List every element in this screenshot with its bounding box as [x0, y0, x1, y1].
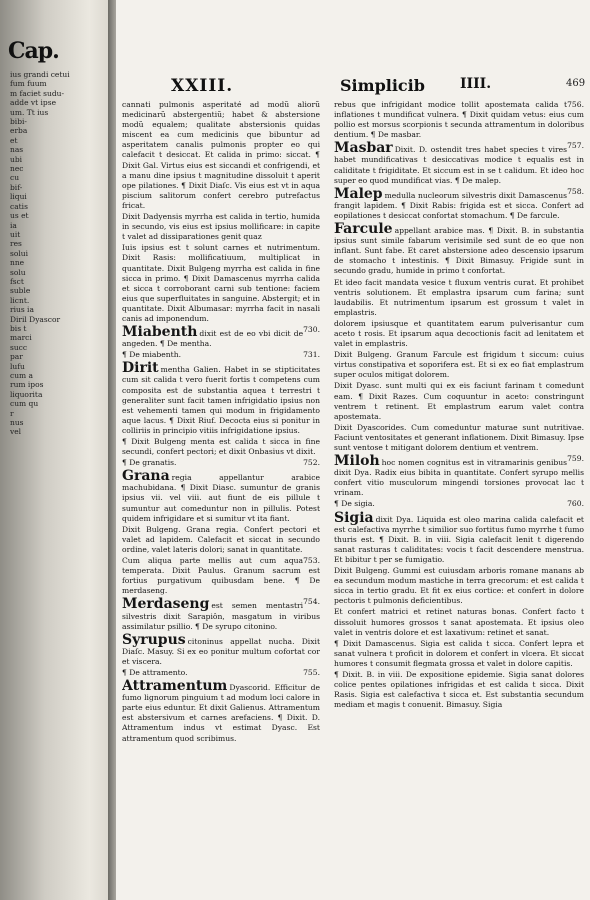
entry-number: 752. [303, 458, 320, 468]
text-paragraph [334, 639, 584, 669]
text-paragraph [334, 566, 584, 606]
text-paragraph [334, 381, 584, 421]
entry-number: 758. [567, 186, 584, 196]
running-head-book: IIII. [460, 76, 492, 92]
text-paragraph [334, 607, 584, 637]
entry-text: Dyascorid. Efficitur de fumo lignorum pinguium t ad modum loci calore in parte eius eduntur. Et dixit Galienus. Attramentum est abstersivum et carnes arefaciens. ¶ Dixit. D. Attramentum indus vt estimat Dyasc. Est attramentum quod scribimus. [122, 683, 320, 743]
entry-text: est semen mentastri silvestris dixit Sarapiôn, masgatum in viribus assimilatur psillio. ¶ De syrupo citonino. [122, 601, 320, 631]
entry-number: 757. [567, 141, 584, 151]
entry-number: 730. [303, 325, 320, 335]
entry-number: 731. [303, 350, 320, 360]
entry-text: hoc nomen cognitus est in vitramarinis genibus dixit Dya. Radix eius bibita in quantitate. Confert syrupo mellis confert vitio musculorum mingendi torsiones provocat lac t vrinam. [334, 458, 584, 498]
entry-text: ¶ De miabenth. [122, 350, 181, 360]
entry-text: Dixit Bulgeng. Grana regia. Confert pectori et valet ad lapidem. Calefacit et siccat in secundo ordine, valet lateris dolori; sanat in quantitate. [122, 524, 320, 554]
entry-lemma: Syrupus [122, 631, 186, 648]
text-paragraph [122, 437, 320, 457]
entry-lemma: Grana [122, 468, 170, 485]
entry-text: Dixit Dyasc. sunt multi qui ex eis faciunt farinam t comedunt eam. ¶ Dixit Razes. Cum coquuntur in aceto: constringunt ventrem t retinent. Et emplastrum earum valet contra apostemata. [334, 381, 584, 421]
entry-number: 759. [567, 454, 584, 464]
entry-text: ¶ Dixit. B. in viii. De expositione epidemie. Sigia sanat dolores colice pentes opilationes infrigidas et est calida t sicca. Dixit Rasis. Sigia est calefactiva t sicca et. Est substantia secundum mediam et magis t conuenit. Bimasuy. Sigia [334, 669, 584, 710]
left-text-column [122, 100, 320, 745]
entry-text: mentha Galien. Habet in se stipticitates cum sit calida t vero fuerit fortis t competens cum composita est de substantia aquea t terrestri t generaliter sunt facit tamen infrigidatio ipsius non est vehementi tamen qui modum in frigidamento aque lacus. ¶ Dixit Riuf. Decocta eius si ponitur in colliriis in principio vitiis infrigidatione ipsius. [122, 365, 320, 435]
text-paragraph [122, 556, 320, 596]
entry-text: ¶ De sigia. [334, 499, 375, 509]
entry-number: 756. [567, 100, 584, 109]
entry-lemma: Dirit [122, 360, 159, 377]
folio-number: 469 [566, 78, 586, 89]
entry-number: 753. [303, 556, 320, 566]
entry-text: Dixit Dyascorides. Cum comeduntur maturae sunt nutritivae. Faciunt ventositates et generant inflationem. Dixit Bimasuy. Ipse sunt ventose t mitigant dolorem dentium et ventrem. [334, 422, 584, 452]
text-paragraph [122, 458, 320, 468]
entry-text: dixit est de eo vbi dicit de angeden. ¶ De mentha. [122, 329, 304, 349]
text-paragraph [334, 187, 584, 221]
entry-text: Dixit Bulgeng. Gummi est cuiusdam arboris romane manans ab ea secundum modum mastiche in terra grecorum: et est calida t sicca in tertio gradu. Et fit ex eius cortice: et confert in dolore pectoris t pulmonis deficientibus. [334, 566, 584, 606]
right-facing-page [116, 0, 590, 900]
left-page-text: ius grandi cetui fum fuum m faciet sudu- adde vt ipse um. Tt ius bibi- erba et nas ubi nec cu bif- liqui catis us et ia uit res solui nne solu fsct suble licnt. rius ia Diril Dyascor bis t marci succ par lufu cum a rum ipos liquorita cum qu r nus vel [10, 70, 70, 437]
entry-text: Dixit. D. ostendit tres habet species t vires habet mundificativas t desiccativas modice t equalis est in caliditate t frigiditate. Et siccum est in se t calidum. Et ideo hoc super eo quod mundificat vias. ¶ De malep. [334, 145, 584, 185]
text-paragraph [122, 243, 320, 324]
entry-lemma: Miloh [334, 453, 380, 470]
entry-text: dolorem ipsiusque et quantitatem earum pulverisantur cum aceto t rosis. Et ipsarum aqua decoctionis facit ad lenitatem et valet in emplastris. [334, 318, 584, 349]
text-paragraph [122, 525, 320, 555]
entry-text: ¶ De granatis. [122, 458, 177, 468]
text-paragraph [122, 350, 320, 360]
entry-text: Et confert matrici et retinet naturas bonas. Confert facto t dissoluit humores grossos t sanat apostemata. Et ipsius oleo valet in ventris dolore et est laxativum: retinet et sanat. [334, 607, 584, 637]
entry-number: 755. [303, 667, 320, 677]
entry-lemma: Merdaseng [122, 596, 210, 613]
entry-text: Cum aliqua parte mellis aut cum aqua temperata. Dixit Paulus. Granum sacrum est fortius purgativum quibusdam bene. ¶ De merdaseng. [122, 556, 320, 596]
entry-lemma: Masbar [334, 140, 393, 157]
text-paragraph [122, 679, 320, 744]
entry-text: Et ideo facit mandata vesice t fluxum ventris curat. Et prohibet ventris solutionem. Et emplastra ipsarum cum farina; sunt laudabilis. Et nutrimentum ipsarum est grossum t valet in emplastris. [334, 277, 584, 317]
left-facing-page [0, 0, 112, 900]
text-paragraph [334, 278, 584, 318]
text-paragraph [334, 350, 584, 380]
text-paragraph [122, 469, 320, 523]
text-paragraph [334, 670, 584, 710]
entry-text: cannati pulmonis asperitaté ad modũ aliorũ medicinarũ abstergentiũ; habet & abstersione modũ equalem; qualitate abstersionis quidas miscent ea cum medicinis que bibuntur ad asperitatem canalis pulmonis propter eo qui calefacit t desiccat. Et calida in primo: siccat. ¶ Dixit Gal. Virtus eius est siccandi et confrigendi, et a manu dine ipsius t magnitudine dissoluit t aperit ope pilationes. ¶ Dixit Diaſc. Vis eius est vt in aqua piscium salitorum confert cerebro putrefactus fricat. [122, 100, 320, 210]
text-paragraph [334, 319, 584, 349]
entry-text: ¶ Dixit Bulgeng menta est calida t sicca in fine secundi, confert pectori; et dixit Onbasius vt dixit. [122, 437, 320, 457]
running-head-title: Simplicib [340, 76, 425, 95]
entry-text: appellant arabice mas. ¶ Dixit. B. in substantia ipsius sunt simile fabarum verisimile sed sunt de eo que non inflant. Sunt fabe. Et caret abstersione adeo descensio ipsarum de stomacho t intestinis. ¶ Dixit Bimasuy. Frigide sunt in secundo gradu, humide in primo t confortat. [334, 226, 584, 276]
text-paragraph [122, 361, 320, 436]
entry-text: ¶ Dixit Damascenus. Sigia est calida t sicca. Confert lepra et sanat vulnera t proficit in dolorem et confert in vlcera. Et siccat humores t consumit flegmata grossa et valet in dolore capitis. [334, 638, 584, 668]
text-paragraph [122, 325, 320, 349]
text-paragraph [334, 511, 584, 565]
text-paragraph [122, 597, 320, 631]
running-head-left: XXIII. [171, 76, 234, 96]
right-text-column [334, 100, 584, 711]
text-paragraph [334, 454, 584, 498]
left-page-heading: Cap. [8, 38, 59, 64]
entry-lemma: Miabenth [122, 324, 198, 341]
entry-lemma: Sigia [334, 509, 374, 526]
text-paragraph [122, 668, 320, 678]
entry-text: Dixit Bulgeng. Granum Farcule est frigidum t siccum: cuius virtus constipativa et soporifera est. Et si ex eo fiat emplastrum super oculos mitigat dolorem. [334, 350, 584, 380]
text-paragraph [122, 100, 320, 211]
entry-lemma: Farcule [334, 221, 393, 238]
entry-number: 754. [303, 597, 320, 607]
entry-number: 760. [567, 499, 584, 509]
entry-lemma: Malep [334, 185, 383, 202]
text-paragraph [122, 212, 320, 242]
entry-text: ¶ De attramento. [122, 667, 188, 677]
text-paragraph [334, 222, 584, 276]
entry-text: regia appellantur arabice machubidana. ¶ Dixit Diasc. sumuntur de granis ipsius vii. vel viii. aut fiunt de eis pillule t sumuntur aut comeduntur non in pillulis. Potest quidem infrigidare et si sumitur vt ita fiant. [122, 473, 320, 523]
entry-text: dixit Dya. Liquida est oleo marina calida calefacit et est calefactiva myrrhe t similior suo fortitus fumo myrrhe t fumo thuris est. ¶ Dixit. B. in viii. Sigia calefacit lenit t digerendo sanat rasturas t caliditates: vocis t facit descendere menstrua. Et bibitur t per se fumigatio. [334, 514, 584, 564]
entry-text: Dixit Dadyensis myrrha est calida in tertio, humida in secundo, vis eius est ipsius mollificare: in capite t valet ad dissiparationes genit quaz [122, 212, 320, 242]
entry-lemma: Attramentum [122, 678, 228, 695]
text-paragraph [334, 141, 584, 185]
entry-text: citoninus appellat nucha. Dixit Diaſc. Masuy. Si ex eo ponitur multum cofortat cor et viscera. [122, 636, 320, 666]
text-paragraph [334, 423, 584, 453]
entry-text: medulla nucleorum silvestris dixit Damascenus frangit lapidem. ¶ Dixit Rabis: frigida est et sicca. Confert ad eopilationes t desiccat confortat stomachum. ¶ De farcule. [334, 190, 584, 220]
text-paragraph [334, 100, 584, 140]
text-paragraph [334, 499, 584, 509]
entry-text: rebus que infrigidant modice tollit apostemata calida t inflationes t mundificat vulnera. ¶ Dixit quidam vetus: eius cum pollio est morsus scorpionis t secunda attramentum in doloribus dentium. ¶ De masbar. [334, 100, 584, 140]
entry-text: Iuis ipsius est t solunt carnes et nutrimentum. Dixit Rasis: mollificatiuum, multiplicat in quantitate. Dixit Bulgeng myrrha est calida in fine sicca in primo. ¶ Dixit Damascenus myrrha calida et sicca t corroborant carni sub tentione: faciem eius que superfluitates in sanguine. Abstergit; et in quantitate. Dixit Albumasar: myrrha facit in nasali canis ad imponendum. [122, 243, 320, 323]
text-paragraph [122, 633, 320, 667]
